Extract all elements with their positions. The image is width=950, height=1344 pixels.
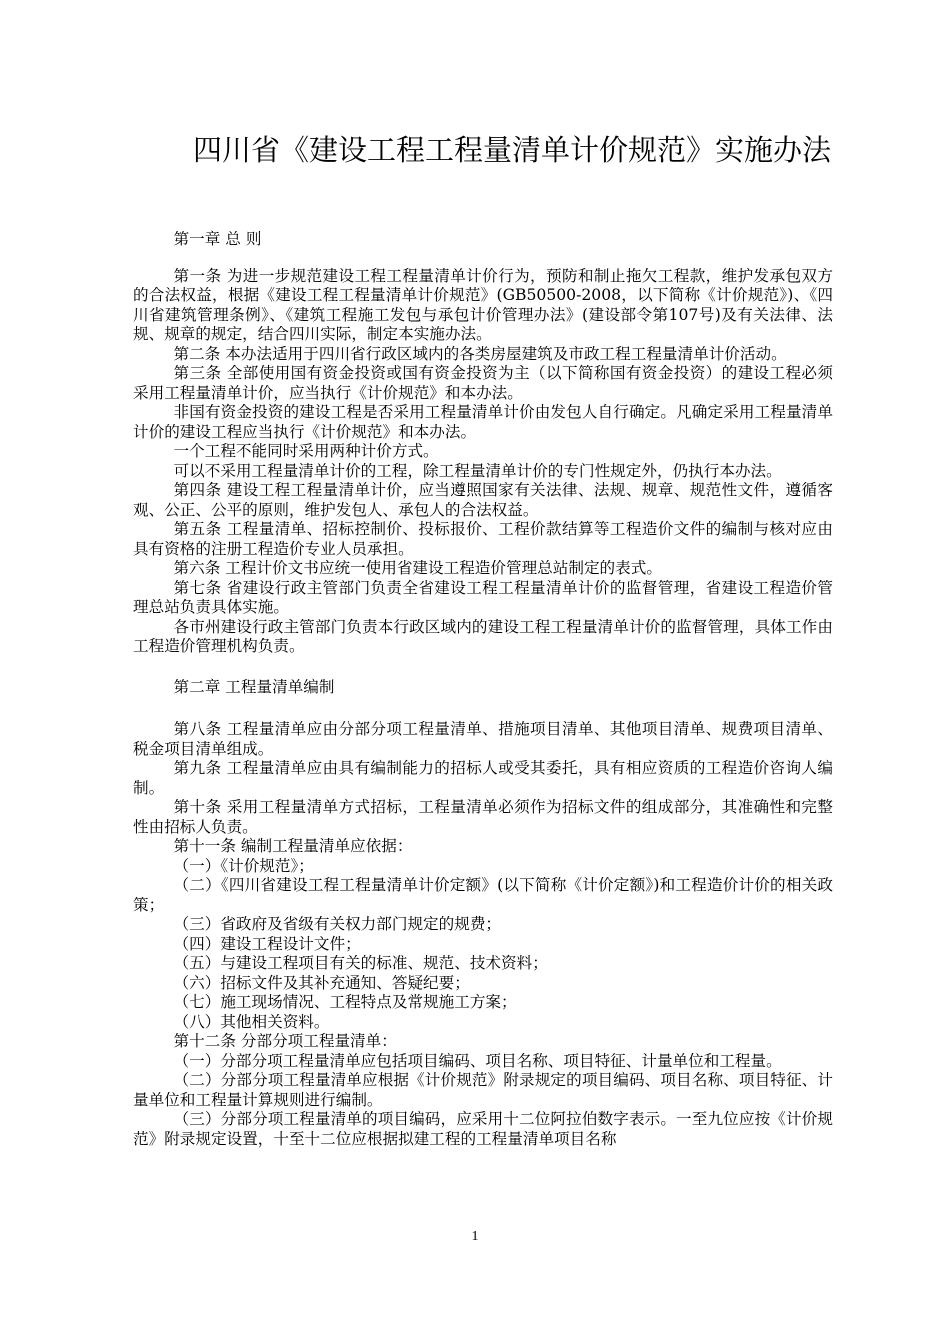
paragraph: 第二条 本办法适用于四川省行政区域内的各类房屋建筑及市政工程工程量清单计价活动。 xyxy=(173,344,787,363)
chapter-heading: 第一章 总 则 xyxy=(173,230,262,248)
paragraph: 非国有资金投资的建设工程是否采用工程量清单计价由发包人自行确定。凡确定采用工程量清单计价的建设工程应当执行《计价规范》和本办法。 xyxy=(133,403,833,441)
paragraph: 一个工程不能同时采用两种计价方式。 xyxy=(173,442,439,460)
paragraph: 第十一条 编制工程量清单应依据： xyxy=(173,837,413,855)
list-item: （三）分部分项工程量清单的项目编码，应采用十二位阿拉伯数字表示。一至九位应按《计价规范》附录规定设置，十至十二位应根据拟建工程的工程量清单项目名称 xyxy=(133,1110,833,1148)
paragraph: 第四条 建设工程工程量清单计价，应当遵照国家有关法律、法规、规章、规范性文件，遵循客观、公正、公平的原则，维护发包人、承包人的合法权益。 xyxy=(133,481,833,519)
paragraph: 第八条 工程量清单应由分部分项工程量清单、措施项目清单、其他项目清单、规费项目清单、税金项目清单组成。 xyxy=(133,720,833,758)
paragraph: 各市州建设行政主管部门负责本行政区域内的建设工程工程量清单计价的监督管理，具体工作由工程造价管理机构负责。 xyxy=(133,617,833,655)
paragraph: 第三条 全部使用国有资金投资或国有资金投资为主（以下简称国有资金投资）的建设工程必须采用工程量清单计价，应当执行《计价规范》和本办法。 xyxy=(133,364,833,402)
list-item: （八）其他相关资料。 xyxy=(173,1012,330,1031)
paragraph: 第六条 工程计价文书应统一使用省建设工程造价管理总站制定的表式。 xyxy=(173,559,662,577)
list-item: （一）《计价规范》； xyxy=(173,856,314,875)
list-item: （五）与建设工程项目有关的标准、规范、技术资料； xyxy=(173,954,548,972)
paragraph: 第十条 采用工程量清单方式招标，工程量清单必须作为招标文件的组成部分，其准确性和完整性由招标人负责。 xyxy=(133,798,833,836)
document-title: 四川省《建设工程工程量清单计价规范》实施办法 xyxy=(193,133,832,167)
list-item: （一）分部分项工程量清单应包括项目编码、项目名称、项目特征、计量单位和工程量。 xyxy=(173,1051,782,1070)
list-item: （二）分部分项工程量清单应根据《计价规范》附录规定的项目编码、项目名称、项目特征、计量单位和工程量计算规则进行编制。 xyxy=(133,1071,833,1109)
paragraph: 第七条 省建设行政主管部门负责全省建设工程工程量清单计价的监督管理，省建设工程造价管理总站负责具体实施。 xyxy=(133,578,833,616)
list-item: （三）省政府及省级有关权力部门规定的规费； xyxy=(173,915,502,933)
list-item: （四）建设工程设计文件； xyxy=(173,934,361,953)
paragraph: 第十二条 分部分项工程量清单： xyxy=(173,1032,397,1050)
paragraph: 第九条 工程量清单应由具有编制能力的招标人或受其委托，具有相应资质的工程造价咨询人编制。 xyxy=(133,759,833,797)
paragraph: 第一条 为进一步规范建设工程工程量清单计价行为，预防和制止拖欠工程款，维护发承包双方的合法权益，根据《建设工程工程量清单计价规范》(GB50500-2008，以下简称《计价规范》)、《四川省建筑管理条例》、《建筑工程施工发包与承包计价管理办法》(建设部令第107号)及有关法律、法规、规章的规定，结合四川实际，制定本实施办法。 xyxy=(133,266,833,343)
document-body xyxy=(133,230,833,1149)
paragraph: 第五条 工程量清单、招标控制价、投标报价、工程价款结算等工程造价文件的编制与核对应由具有资格的注册工程造价专业人员承担。 xyxy=(133,520,833,558)
page-number: 1 xyxy=(471,1229,479,1244)
list-item: （二）《四川省建设工程工程量清单计价定额》(以下简称《计价定额》)和工程造价计价的相关政策； xyxy=(133,876,833,914)
paragraph: 可以不采用工程量清单计价的工程，除工程量清单计价的专门性规定外，仍执行本办法。 xyxy=(173,461,782,480)
list-item: （七）施工现场情况、工程特点及常规施工方案； xyxy=(173,993,517,1011)
list-item: （六）招标文件及其补充通知、答疑纪要； xyxy=(173,973,470,992)
chapter-heading: 第二章 工程量清单编制 xyxy=(173,677,335,696)
